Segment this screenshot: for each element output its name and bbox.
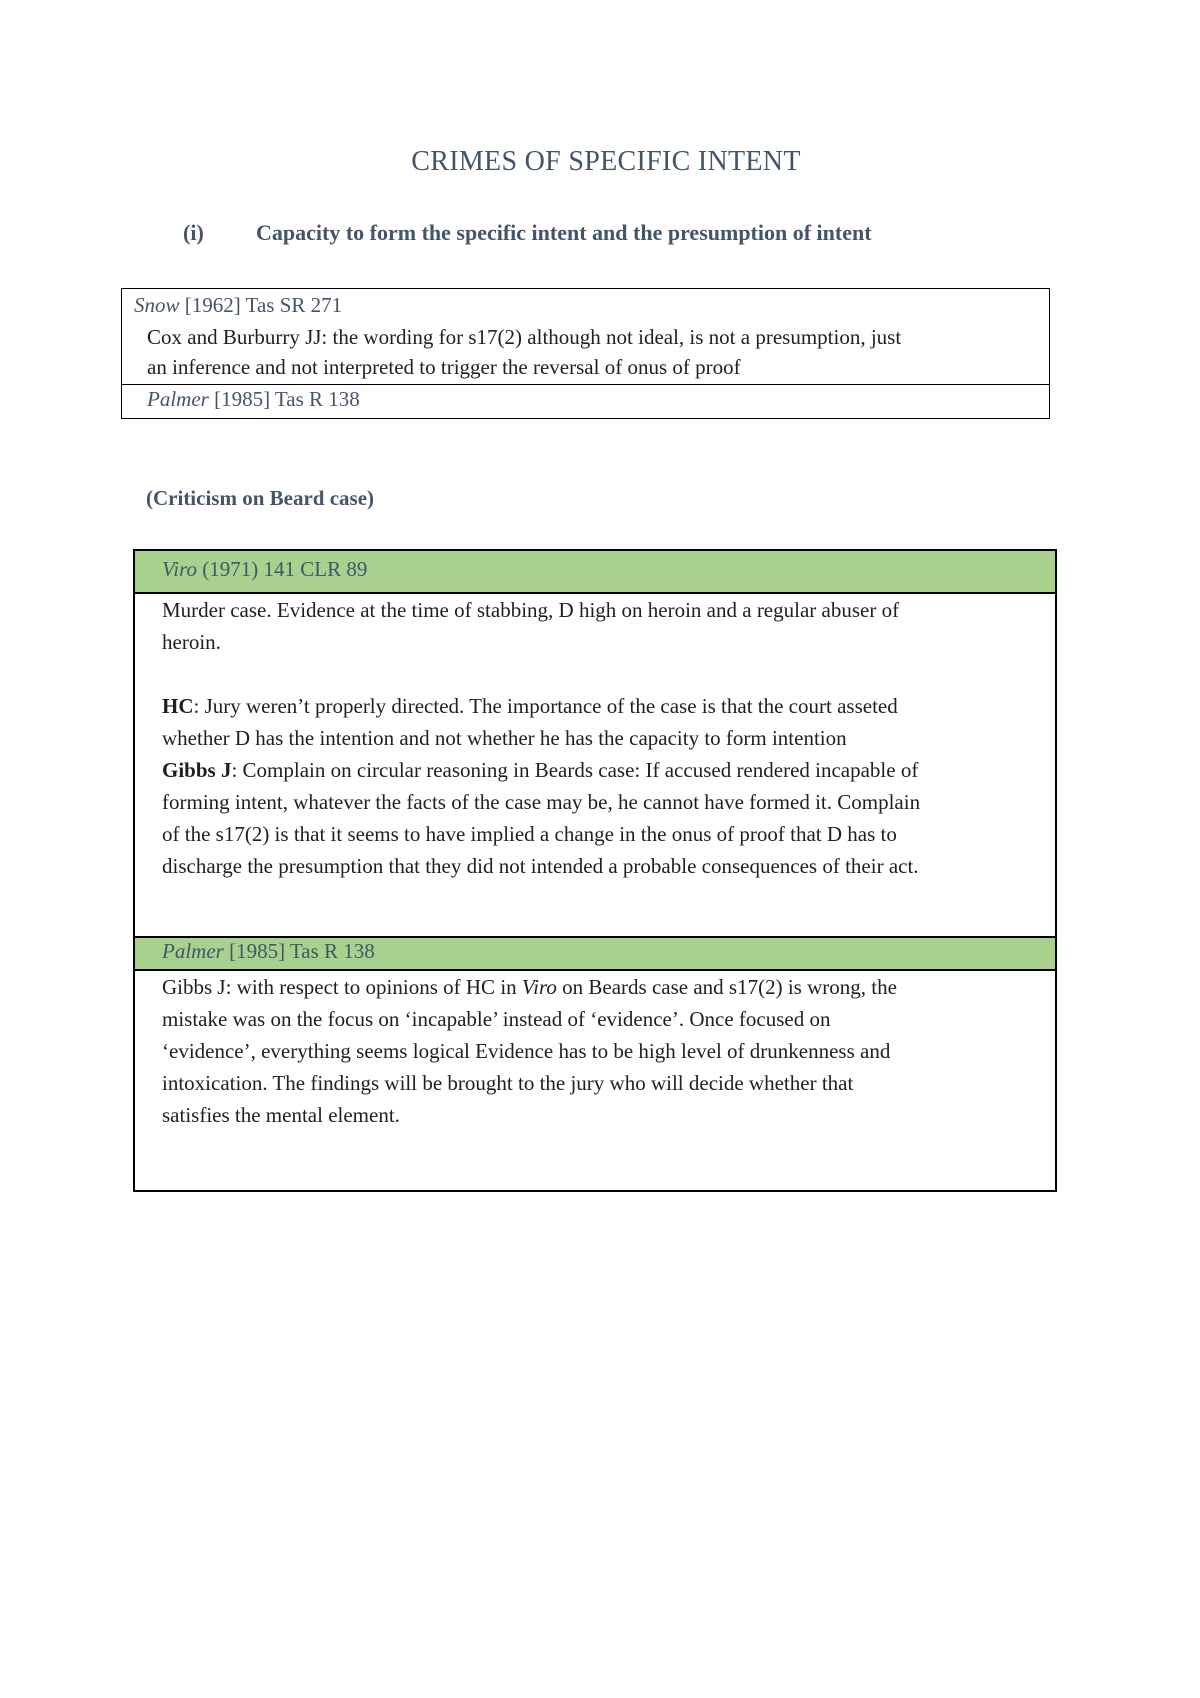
viro-citation xyxy=(162,557,367,582)
gibbs-line-4: discharge the presumption that they did not intended a probable consequences of their act. xyxy=(162,854,919,878)
case-table-1 xyxy=(121,288,1050,419)
hc-text: : Jury weren’t properly directed. The importance of the case is that the court asseted xyxy=(193,694,898,718)
gibbs-label: Gibbs J xyxy=(162,758,232,782)
case-citation: [1985] Tas R 138 xyxy=(214,387,360,411)
viro-header xyxy=(135,551,1055,594)
palmer-line: intoxication. The findings will be brought to the jury who will decide whether that xyxy=(162,1071,854,1095)
palmer-line: ‘evidence’, everything seems logical Evidence has to be high level of drunkenness and xyxy=(162,1039,891,1063)
section-number: (i) xyxy=(183,220,204,245)
criticism-label: (Criticism on Beard case) xyxy=(146,486,375,510)
section-heading-text: Capacity to form the specific intent and the presumption of intent xyxy=(256,220,872,245)
hc-line-2: whether D has the intention and not whether he has the capacity to form intention xyxy=(162,726,847,750)
row-divider xyxy=(122,384,1049,385)
palmer-citation xyxy=(147,387,360,412)
palmer-notes xyxy=(162,971,897,1131)
snow-note-line-2: an inference and not interpreted to trigger the reversal of onus of proof xyxy=(147,355,741,379)
palmer-citation xyxy=(162,939,375,964)
snow-note-line-1: Cox and Burburry JJ: the wording for s17(2) although not ideal, is not a presumption, just xyxy=(147,325,902,349)
palmer-header xyxy=(135,936,1055,971)
viro-para-line: heroin. xyxy=(162,630,221,654)
gibbs-line-1 xyxy=(162,754,920,786)
case-name: Viro xyxy=(162,557,197,581)
viro-case-ref: Viro xyxy=(521,975,557,999)
gibbs-line-2: forming intent, whatever the facts of the case may be, he cannot have formed it. Complain xyxy=(162,790,921,814)
palmer-text: on Beards case and s17(2) is wrong, the xyxy=(556,975,897,999)
blank-line xyxy=(162,658,920,690)
viro-para-line: Murder case. Evidence at the time of stabbing, D high on heroin and a regular abuser of xyxy=(162,598,900,622)
palmer-line: satisfies the mental element. xyxy=(162,1103,400,1127)
gibbs-line-3: of the s17(2) is that it seems to have implied a change in the onus of proof that D has to xyxy=(162,822,897,846)
case-citation: [1962] Tas SR 271 xyxy=(184,293,343,317)
hc-label: HC xyxy=(162,694,194,718)
case-name: Palmer xyxy=(162,939,224,963)
case-name: Palmer xyxy=(147,387,209,411)
case-citation: [1985] Tas R 138 xyxy=(229,939,375,963)
hc-line-1 xyxy=(162,690,920,722)
case-citation: (1971) 141 CLR 89 xyxy=(202,557,368,581)
snow-citation xyxy=(134,293,342,318)
palmer-text: Gibbs J: with respect to opinions of HC in xyxy=(162,975,522,999)
palmer-line: mistake was on the focus on ‘incapable’ instead of ‘evidence’. Once focused on xyxy=(162,1007,831,1031)
viro-notes xyxy=(162,594,920,882)
case-name: Snow xyxy=(134,293,180,317)
page-title: CRIMES OF SPECIFIC INTENT xyxy=(411,146,801,177)
palmer-line-1 xyxy=(162,971,897,1003)
case-table-2 xyxy=(133,549,1057,1192)
gibbs-text: : Complain on circular reasoning in Beards case: If accused rendered incapable of xyxy=(231,758,919,782)
